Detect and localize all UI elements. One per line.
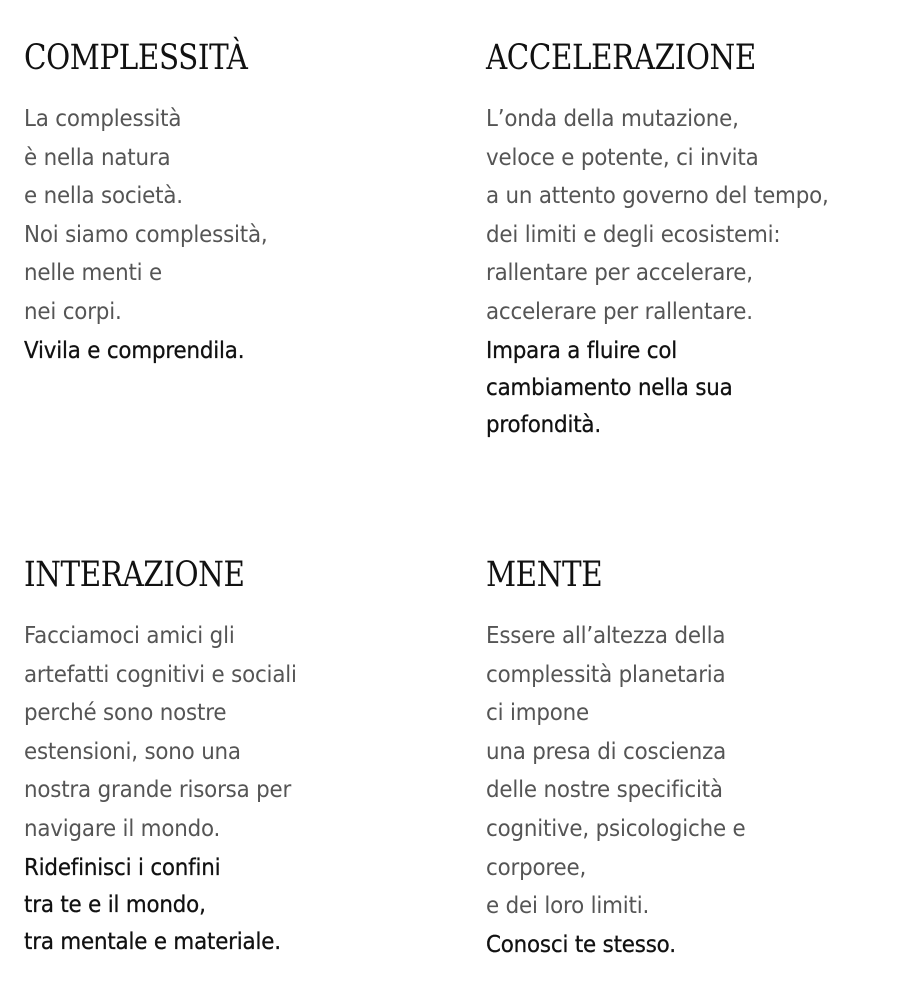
body-line: rallentare per accelerare, <box>486 260 753 287</box>
body-line: Facciamoci amici gli <box>24 623 235 649</box>
section-mente <box>486 553 906 963</box>
body-line: nei corpi. <box>24 298 122 325</box>
section-complessita <box>24 36 444 369</box>
emphasis-line: cambiamento nella sua <box>486 372 733 401</box>
body-line: nelle menti e <box>24 260 162 287</box>
emphasis-line: tra mentale e materiale. <box>24 926 281 955</box>
body-line: è nella natura <box>24 144 171 171</box>
body-line: Noi siamo complessità, <box>24 221 268 248</box>
body-line: estensioni, sono una <box>24 738 241 765</box>
body-line: a un attento governo del tempo, <box>486 183 829 210</box>
body-line: artefatti cognitivi e sociali <box>24 661 297 688</box>
section-accelerazione <box>486 36 906 443</box>
body-line: dei limiti e degli ecosistemi: <box>486 221 781 248</box>
emphasis-line: Conosci te stesso. <box>486 929 676 958</box>
emphasis-line: Ridefinisci i confini <box>24 852 221 881</box>
body-line: ci impone <box>486 700 589 727</box>
body-line: La complessità <box>24 106 182 132</box>
body-line: corporee, <box>486 854 587 881</box>
emphasis-line: Vivila e comprendila. <box>24 335 245 364</box>
body-line: nostra grande risorsa per <box>24 777 292 804</box>
section-title: INTERAZIONE <box>24 555 245 595</box>
body-line: cognitive, psicologiche e <box>486 815 746 842</box>
body-line: delle nostre specificità <box>486 777 723 804</box>
section-title: COMPLESSITÀ <box>24 38 248 78</box>
section-title: MENTE <box>486 555 603 595</box>
body-line: veloce e potente, ci invita <box>486 144 759 171</box>
body-line: una presa di coscienza <box>486 738 727 765</box>
body-line: complessità planetaria <box>486 661 726 688</box>
body-line: e nella società. <box>24 183 183 210</box>
body-line: navigare il mondo. <box>24 815 221 842</box>
body-line: perché sono nostre <box>24 700 227 727</box>
section-title: ACCELERAZIONE <box>486 38 756 78</box>
body-line: accelerare per rallentare. <box>486 298 753 325</box>
emphasis-line: profondità. <box>486 409 601 438</box>
body-line: L’onda della mutazione, <box>486 106 739 132</box>
section-interazione <box>24 553 444 960</box>
emphasis-line: tra te e il mondo, <box>24 889 206 918</box>
body-line: Essere all’altezza della <box>486 623 726 649</box>
body-line: e dei loro limiti. <box>486 893 650 920</box>
emphasis-line: Impara a fluire col <box>486 335 677 364</box>
